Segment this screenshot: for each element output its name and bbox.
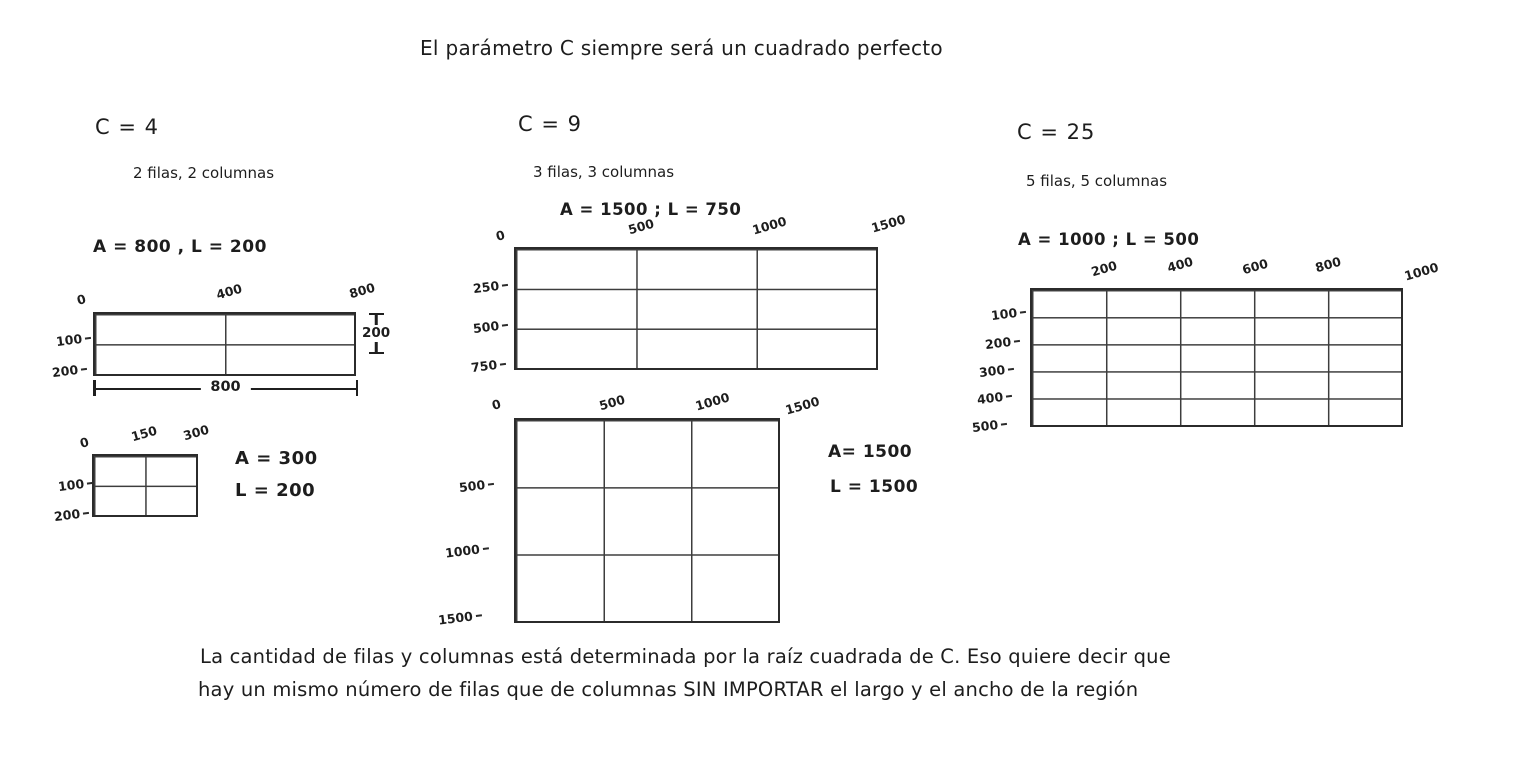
panel2-grid2-ytick-500: 500 xyxy=(458,476,495,495)
panel1-c-value: C = 4 xyxy=(95,115,159,139)
dimension-cap-bottom xyxy=(369,343,384,354)
panel2-grid1-ytick-500: 500 xyxy=(472,317,509,336)
panel1-grid1-ytick-100: 100 xyxy=(55,330,92,349)
panel1-grid2-xtick-300: 300 xyxy=(181,421,211,444)
panel2-grid2-xtick-500: 500 xyxy=(597,391,627,414)
dimension-cap-top xyxy=(369,313,384,324)
panel2-grid2-xtick-0: 0 xyxy=(490,396,503,413)
panel2-grid1-ytick-250: 250 xyxy=(472,277,509,296)
panel1-grid2-xtick-150: 150 xyxy=(129,422,159,445)
panel1-grid1-xtick-0: 0 xyxy=(75,291,88,308)
panel3-rows-cols-label: 5 filas, 5 columnas xyxy=(1026,172,1168,190)
panel1-rows-cols-label: 2 filas, 2 columnas xyxy=(133,164,275,182)
panel3-grid1-xtick-600: 600 xyxy=(1240,255,1270,278)
panel3-grid1-ytick-500: 500 xyxy=(971,416,1008,435)
panel1-grid2 xyxy=(92,454,198,517)
panel2-example2-params-a: A= 1500 xyxy=(828,442,913,462)
panel2-rows-cols-label: 3 filas, 3 columnas xyxy=(533,163,675,181)
panel3-grid1-ytick-300: 300 xyxy=(978,361,1015,380)
panel1-grid1-ytick-200: 200 xyxy=(51,361,88,380)
panel1-grid1-xtick-400: 400 xyxy=(214,280,244,303)
panel2-grid1-xtick-1000: 1000 xyxy=(750,213,789,238)
panel3-c-value: C = 25 xyxy=(1017,120,1096,144)
panel3-grid1-ytick-400: 400 xyxy=(976,388,1013,407)
panel2-grid2-xtick-1500: 1500 xyxy=(783,393,822,418)
panel2-grid2-ytick-1000: 1000 xyxy=(444,540,489,560)
panel1-example2-params-a: A = 300 xyxy=(235,448,318,469)
panel3-grid1-xtick-200: 200 xyxy=(1089,257,1119,280)
panel1-grid2-ytick-200: 200 xyxy=(53,505,90,524)
panel1-grid1 xyxy=(93,312,356,376)
panel3-grid1-ytick-100: 100 xyxy=(990,304,1027,323)
panel2-grid1 xyxy=(514,247,878,370)
panel1-example1-params: A = 800 , L = 200 xyxy=(93,237,267,257)
footer-text-line2: hay un mismo número de filas que de columnas SIN IMPORTAR el largo y el ancho de la región xyxy=(198,678,1139,701)
panel3-grid1-xtick-1000: 1000 xyxy=(1402,259,1441,284)
panel2-grid1-ytick-750: 750 xyxy=(470,356,507,375)
panel1-example2-params-l: L = 200 xyxy=(235,480,316,501)
panel1-width-dimension xyxy=(93,379,358,397)
height-dimension-value: 200 xyxy=(362,325,391,341)
footer-text-line1: La cantidad de filas y columnas está determinada por la raíz cuadrada de C. Eso quiere decir que xyxy=(200,645,1171,668)
panel2-grid1-xtick-1500: 1500 xyxy=(869,211,908,236)
panel2-grid2 xyxy=(514,418,780,623)
panel3-grid1-xtick-400: 400 xyxy=(1165,253,1195,276)
panel2-c-value: C = 9 xyxy=(518,112,582,136)
panel2-grid2-xtick-1000: 1000 xyxy=(693,389,732,414)
panel2-grid2-ytick-1500: 1500 xyxy=(437,607,482,627)
panel2-example2-params-l: L = 1500 xyxy=(830,477,919,497)
panel1-grid1-xtick-800: 800 xyxy=(347,279,377,302)
panel2-grid1-xtick-0: 0 xyxy=(494,227,507,244)
page-title: El parámetro C siempre será un cuadrado perfecto xyxy=(420,36,943,60)
panel3-grid1-xtick-800: 800 xyxy=(1313,253,1343,276)
panel2-grid1-xtick-500: 500 xyxy=(626,215,656,238)
panel3-example1-params: A = 1000 ; L = 500 xyxy=(1018,230,1200,249)
panel2-example1-params: A = 1500 ; L = 750 xyxy=(560,200,742,219)
panel1-grid2-xtick-0: 0 xyxy=(78,434,91,451)
panel1-grid2-ytick-100: 100 xyxy=(57,475,94,494)
panel3-grid1 xyxy=(1030,288,1403,427)
panel1-height-dimension xyxy=(362,313,390,354)
width-dimension-value: 800 xyxy=(200,379,250,395)
panel3-grid1-ytick-200: 200 xyxy=(984,333,1021,352)
